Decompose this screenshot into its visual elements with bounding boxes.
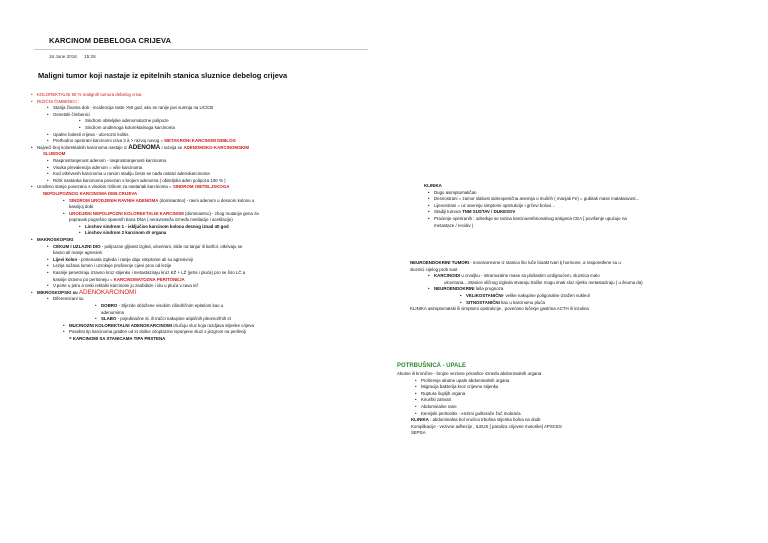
list-item: • MUCINOZNI KOLOREKTALNI ADENOKARCINOMI izlučuju sluz koja razdjava stijenke crijeva xyxy=(63,322,254,328)
bullet-icon: • xyxy=(63,210,65,216)
list-item: • Kemijski peritonitis - enzimi gušterače žuč mokraća xyxy=(415,410,521,416)
list-item: KLINIKA : abdominalna bol vrućica trbušna stijenka bolna na dodir xyxy=(411,417,541,423)
bullet-icon: • xyxy=(31,92,33,97)
list-item: Akutne ili kronične - brojne vezivne priraslice između abdominalnih organa xyxy=(397,371,542,376)
bullet-icon: • xyxy=(47,283,49,289)
list-item: • URODJENI NEPOLIPOZNI KOLOREKTALNI KARCINOM (dominantno) - zbog mutacije gena za xyxy=(63,210,259,216)
list-item: KLINIKA asimptomatski ili simptomi opstrukcije , povećano lučenje gastrina ACTH ili inzulina xyxy=(410,306,589,312)
bullet-icon: • xyxy=(47,177,49,183)
bullet-icon: • xyxy=(47,256,49,262)
bullet-icon: • xyxy=(47,270,49,276)
list-item-continuation: kasnijoj dobi xyxy=(69,204,94,210)
bullet-icon: • xyxy=(47,263,49,269)
bullet-icon: • xyxy=(415,384,417,390)
list-item-continuation: sluznici cijelog prob sust xyxy=(410,266,458,272)
bullet-icon: • xyxy=(31,184,33,190)
list-item-continuation: ulcerirana....Stanice sličnog izgleda stvaraju tračke mogu imati sluz rijetko metastaziraju ( u ileuma da) xyxy=(444,279,643,285)
note-timestamp xyxy=(49,54,102,59)
list-item-continuation: metastaze / recidiv ) xyxy=(434,222,474,228)
list-item: • SITNOSTANIČNI kao u karcinomu pluća xyxy=(460,299,545,305)
list-item: • Upalne bolesti crijeva - ulcerozni kolitis xyxy=(47,131,129,137)
list-item-continuation: adenomima xyxy=(101,309,124,315)
list-item-continuation: SLIJEDOM xyxy=(43,151,66,157)
bullet-icon: • xyxy=(79,230,81,236)
list-item: • KARCINOIDI u crvuljku - intramuralne mase sa plošastim uzdignućem, sluznica malo xyxy=(428,273,600,279)
bullet-icon: • xyxy=(428,209,430,215)
bullet-icon: • xyxy=(460,292,462,298)
list-item: • Visoka prevalencija adenom = više karcinoma xyxy=(47,164,143,170)
list-item: • Kirurški zahvati xyxy=(415,397,451,403)
list-item: • Lijevostrani = uz anemiju simptomi opstrukcije i grčevi bolovi... xyxy=(428,202,555,208)
list-item: • Desnostrani = zamor slabost sideropenična anemija u mušrih ( manjak Fe) = gubitak mase malaksavost... xyxy=(428,196,640,202)
list-item: • DOBRO - Sljezde obložene visokim cilindričnim epitelom kao u xyxy=(95,303,224,308)
list-item: • Lijevi kolon - prstenasta izgleda i ranije daju simptome ali su agresivniji xyxy=(47,256,193,262)
list-item: • Urođeno stanje povezano s visokim rizikom za nastanak karcinoma = SINDROM OBITELJSKOGA xyxy=(31,184,230,190)
bullet-icon: • xyxy=(47,243,49,249)
bullet-icon: • xyxy=(415,403,417,409)
section-heading: KLINIKA xyxy=(424,183,442,188)
section-heading: NEUROENDOKRINI TUMORI - novotvorevine iz stanica što luče bioakt tvari tj hormone, a raspoređene su u xyxy=(410,260,621,265)
bullet-icon: • xyxy=(47,131,49,137)
list-item: • Migracija bakterija kroz crijevnu stijenku xyxy=(415,384,499,390)
list-item: • Sindrom obiteljske adenomatozne polipoze xyxy=(79,118,169,124)
left-column xyxy=(29,92,369,343)
klinika-section xyxy=(410,183,740,229)
list-item: • Rasprostranjenost adenom - rasprostranjenosti karcinoma xyxy=(47,157,166,163)
list-item: • Diferencirani su xyxy=(47,296,84,302)
bullet-icon: • xyxy=(428,202,430,208)
bullet-icon: • xyxy=(415,390,417,396)
bullet-icon: • xyxy=(47,171,49,177)
bullet-icon: • xyxy=(31,98,33,104)
bullet-icon: • xyxy=(428,196,430,202)
list-item: • RIZIČNI ČIMBENICI : xyxy=(31,98,80,104)
note-date: 18 June 2016 xyxy=(49,54,77,59)
bullet-icon: • xyxy=(415,377,417,383)
list-item: • MAKROSKOPSKI xyxy=(31,237,74,243)
list-item-continuation: kasno ali manje agresivni xyxy=(53,250,103,256)
bullet-icon: • xyxy=(460,299,462,305)
bullet-icon: • xyxy=(95,316,97,322)
list-item: • SINDROM URODJENIH RAVNIH ADENOMA (dominantno) - ravni adenom u desnom kolonu u xyxy=(63,197,255,203)
bullet-icon: • xyxy=(428,286,430,292)
bullet-icon: • xyxy=(31,289,33,295)
list-item: • Posebni tip karcinoma građen od st obilne citoplazme ispunjene sluzi s jezgrom na periferiji xyxy=(63,329,246,335)
list-item: • Linchov sindrom 1 - isključivo karcinom kolona desnog iznad 40 god xyxy=(79,223,229,229)
list-item: • Kasnije penetriraju izravno kroz stijenku i metastaziraju kroz KŽ + LŽ (jetra i pluća) pro se širo LČ a xyxy=(47,270,246,276)
neuroendocrine-section xyxy=(410,260,740,313)
list-item: • VELIKOSTANIČNI- velike nakupine poligonalne izražen nukleol xyxy=(460,292,590,298)
list-item: • Proširenje akutne upale abdominalnih organa xyxy=(415,377,510,383)
list-item: • Lezija sužava lumen i uzrokuje proširenje cijevi prox od lezije xyxy=(47,263,172,269)
list-item: • Linchov sindrom 2 karcinom dr organa xyxy=(79,230,167,236)
bullet-icon: • xyxy=(79,223,81,229)
list-item: • Sindrom urođenoga kolorektalnoga karcinoma xyxy=(79,124,175,130)
list-item-continuation: popravak pogrešno sparenih baza DNA ( neravnoteža između metilacije i acetilacije) xyxy=(69,217,233,223)
list-item: • NEUROENDOKRINI laša prognoza xyxy=(428,286,504,292)
list-item: • Stadiji tumora TNM SUSTAV / DUKESOV xyxy=(428,209,516,215)
list-item-continuation: kasnije izravno po peritoneju = KARCINOMATOZNA PERITONEJA xyxy=(53,276,185,282)
list-item: • KOLOREKTALNI 90 % malignih tumora debelog criva xyxy=(31,92,142,97)
list-item: • V.porte u jetru a niski rektalni karcinomi ju zaobilaze i idu u pluća v.cava inf xyxy=(47,283,198,289)
bullet-icon: • xyxy=(79,118,81,124)
list-item: • Starija životna dob - incidencija raste >50 god, ako se ranije javi sumnja na UC/CB xyxy=(47,105,214,111)
bullet-icon: • xyxy=(47,157,49,163)
bullet-icon: • xyxy=(63,197,65,203)
list-item-continuation: NEPOLIPOZNOG KARCINOMA DEB.CRIJEVA xyxy=(43,190,138,196)
list-item: Komplikacije - vezivne adhezije , ILEUS [ paraliza crijevne motorike] APSCES xyxy=(411,423,562,429)
bullet-icon: • xyxy=(47,105,49,111)
bullet-icon: • xyxy=(428,189,430,195)
peritoneum-section xyxy=(397,362,737,437)
bullet-icon: • xyxy=(47,138,49,144)
bullet-icon: • xyxy=(63,322,65,328)
list-item: • Rizik nastanka karcinoma povezan s brojem adenoma ( obiteljska aden polipoza 100 % ) xyxy=(47,177,226,183)
bullet-icon: • xyxy=(47,296,49,302)
bullet-icon: • xyxy=(415,410,417,416)
list-item: • Kod otkrivenih karcinoma u ranom stadiju često se nađu ostatci adenokarcinoma xyxy=(47,171,210,177)
note-subtitle: Maligni tumor koji nastaje iz epitelnih stanica sluznice debelog crijeva xyxy=(38,71,288,80)
list-item: • MIKROSKOPSKI su ADENOKARCINOMI xyxy=(31,288,137,296)
bullet-icon: • xyxy=(31,237,33,243)
bullet-icon: • xyxy=(415,397,417,403)
list-item-continuation: = KARCINOMI SA STANICAMA TIPA PRSTENA xyxy=(69,335,166,341)
list-item: • Genetski čimbenici xyxy=(47,111,90,117)
bullet-icon: • xyxy=(95,303,97,308)
page-title: KARCINOM DEBELOGA CRIJEVA xyxy=(49,36,172,45)
bullet-icon: • xyxy=(63,329,65,335)
list-item: • CEKUM I UZLAZNI DIO - polipozan gljivast izgled, ulcerirani, slide na tanjur ili karfiol, otkrivaju se xyxy=(47,243,243,249)
list-item: • Najveći broj kolorektalnih karcinoma nastaje iz ADENOMA i razvija se ADENOMSKO-KARCINOMSKIM xyxy=(31,143,250,151)
list-item: • Dugo asimptomatičan xyxy=(428,189,477,195)
bullet-icon: • xyxy=(79,124,81,130)
list-item: • Abdominalne rane xyxy=(415,403,457,409)
list-item: • Prethodno operirani karcinomi criva 3 à > razvoj novog = METAKRONI KARCINOM DEBLOG xyxy=(47,138,236,144)
list-item: • Ruptura šupljih organa xyxy=(415,390,466,396)
bullet-icon: • xyxy=(428,273,430,279)
list-item: • Praćenje operiranih : određuje se razina karcinoembrionalnog antigena CEA [ povišenje upućuje na xyxy=(428,215,627,221)
bullet-icon: • xyxy=(47,164,49,170)
list-item: • SLABO - pojedinačne st. ili tračci nakupine atipičnih pleomorfnih st xyxy=(95,316,231,322)
list-item: SEPSA xyxy=(411,430,426,436)
bullet-icon: • xyxy=(47,111,49,117)
bullet-icon: • xyxy=(428,215,430,221)
title-divider xyxy=(34,49,368,50)
section-heading: POTRBUŠNICA - UPALE xyxy=(397,363,466,369)
note-time: 15:28 xyxy=(84,54,96,59)
bullet-icon: • xyxy=(31,144,33,150)
